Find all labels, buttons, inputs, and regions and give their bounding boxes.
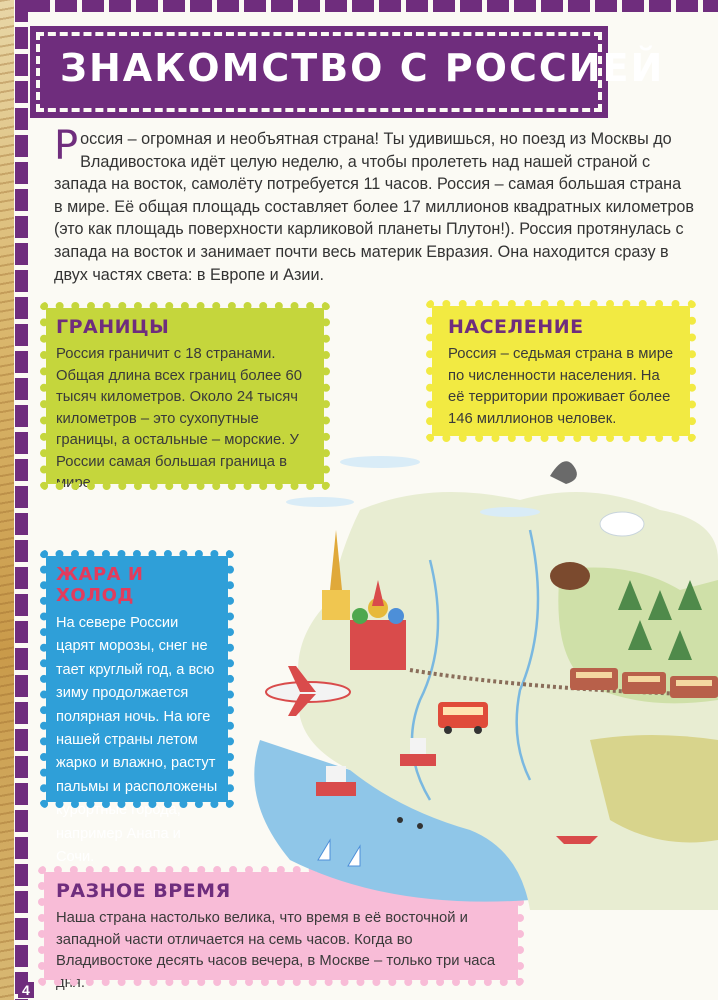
- heat-cold-title: ЖАРА И ХОЛОД: [56, 564, 144, 606]
- bear-illustration: [550, 562, 590, 590]
- time-text: Наша страна настолько велика, что время в её восточной и западной части отличается на семь часов. Когда во Владивостоке десять часов вечера, в Москве – только три часа дня.: [56, 910, 496, 991]
- seal-illustration: [550, 461, 577, 484]
- intro-text: оссия – огромная и необъятная страна! Ты удивишься, но поезд из Москвы до Владивостока идёт целую неделю, а чтобы пролететь над нашей страной с запада на восток, самолёту потребуется 11 часов. Россия – самая большая страна в мире. Её общая площадь составляет более 17 миллионов квадратных километров (это как площадь поверхности карликовой планеты Плутон!). Россия протянулась с запада на восток и занимает почти весь материк Евразия. Она находится сразу в двух частях света: в Европе и Азии.: [54, 130, 694, 284]
- time-title: РАЗНОЕ ВРЕМЯ: [56, 880, 231, 902]
- heat-cold-box: [46, 556, 228, 866]
- map-svg: [230, 440, 718, 910]
- swimmer-icon: [397, 817, 403, 823]
- page-border-left: [15, 0, 28, 1000]
- drop-cap: Р: [54, 123, 79, 169]
- polar-bear-illustration: [600, 512, 644, 536]
- page-title: ЗНАКОМСТВО С РОССИЕЙ: [60, 46, 665, 90]
- borders-title: ГРАНИЦЫ: [56, 316, 170, 338]
- swimmer-icon: [417, 823, 423, 829]
- population-title: НАСЕЛЕНИЕ: [448, 316, 584, 338]
- population-box: [432, 306, 690, 436]
- page-border-top: [28, 0, 718, 12]
- title-banner: [36, 32, 665, 112]
- heat-cold-text: На севере России царят морозы, снег не тает круглый год, а всю зиму продолжается полярная ночь. На юге нашей страны летом жарко и влажно, растут пальмы и расположены курортные города, например Анапа и Сочи.: [56, 615, 218, 866]
- russia-map-illustration: [230, 440, 718, 910]
- population-text: Россия – седьмая страна в мире по численности населения. На её территории проживает более 146 миллионов человек.: [448, 346, 674, 427]
- intro-paragraph: [54, 123, 694, 286]
- wheat-strip: [0, 0, 14, 1000]
- borders-text: Россия граничит с 18 странами. Общая длина всех границ более 60 тысяч километров. Около 24 тысяч километров – это сухопутные границы, а остальные – морские. У России самая большая граница в мире.: [56, 346, 302, 491]
- page-number: 4: [18, 982, 34, 998]
